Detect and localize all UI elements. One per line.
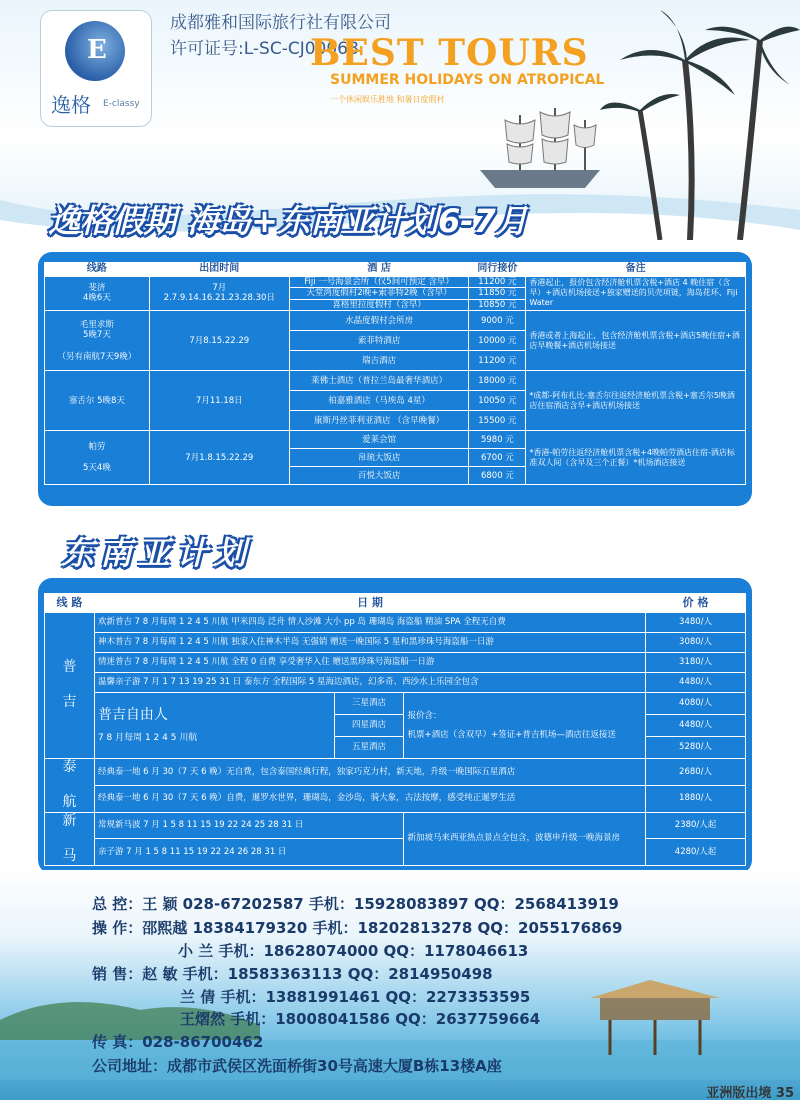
- table-row: [45, 371, 746, 391]
- hotel-cell: 水晶度假村会所房: [289, 311, 469, 331]
- hotel-cell: 瑞吉酒店: [289, 351, 469, 371]
- price-cell: 9000 元: [469, 311, 526, 331]
- hotel-cell: 爱莱会馆: [289, 431, 469, 449]
- dates-mauritius: 7月8.15.22.29: [149, 311, 289, 371]
- table-row: [45, 693, 746, 715]
- trip-desc: 经典泰一地 6 月 30（7 天 6 晚）无自费，包含泰国经典行程，独家巧克力村，新天地，升级一晚国际五星酒店: [94, 759, 645, 786]
- hotel-star: 五星酒店: [334, 737, 404, 759]
- price-cell: 6800 元: [469, 467, 526, 485]
- free-trip-dates: 7 8 月每周 1 2 4 5 川航: [97, 732, 198, 743]
- hotel-cell: 天堂湾度假村2晚+索菲特2晚（含早）: [289, 288, 469, 300]
- free-trip-includes: [404, 693, 646, 759]
- hotel-cell: 柏嘉雅酒店（马埃岛 4星）: [289, 391, 469, 411]
- hotel-cell: 喜格里拉度假村（含早）: [289, 299, 469, 311]
- trip-desc: 欢新普吉 7 8 月每周 1 2 4 5 川航 甲米四岛 泛舟 情人沙滩 大小 pp 岛 珊瑚岛 海盗船 精油 SPA 全程无自费: [94, 613, 645, 633]
- price-cell: 10000 元: [469, 331, 526, 351]
- trip-desc: 亲子游 7 月 1 5 8 11 15 19 22 24 26 28 31 日: [94, 839, 404, 866]
- hotel-cell: Fiji 一号海景会所（仅5间可预定 含早）: [289, 276, 469, 288]
- route-fiji: 斐济 4晚6天: [45, 276, 150, 311]
- hotel-cell: 莱佛士酒店（普拉兰岛最奢华酒店）: [289, 371, 469, 391]
- contact-line-ops2: 小 兰 手机：18628074000 QQ：1178046613: [178, 942, 529, 960]
- southeast-asia-table: [44, 593, 746, 866]
- license-number: 许可证号:L-SC-CJ00068: [170, 39, 359, 59]
- trip-price: 2380/人起: [646, 812, 746, 839]
- price-cell: 6700 元: [469, 449, 526, 467]
- trip-price: 3080/人: [646, 633, 746, 653]
- logo-text: 逸格: [51, 93, 91, 117]
- table-row: [45, 311, 746, 331]
- company-address: 公司地址：成都市武侯区洗面桥街30号高速大厦B栋13楼A座: [92, 1057, 502, 1075]
- col-header-dates: 日 期: [94, 594, 645, 613]
- route-phuket: 普 吉: [45, 613, 95, 759]
- trip-price: 1880/人: [646, 785, 746, 812]
- note-seychelles: *成都-阿布扎比-塞舌尔往返经济舱机票含税+塞舌尔5晚酒店住宿酒店含早+酒店机场接送: [526, 371, 746, 431]
- island-table: [44, 262, 746, 485]
- table-row: [45, 276, 746, 288]
- trip-price: 5280/人: [646, 737, 746, 759]
- col-header-hotel: 酒 店: [289, 263, 469, 277]
- sailing-ship-icon: [460, 100, 620, 200]
- trip-desc: 经典泰一地 6 月 30（7 天 6 晚）自费，暹罗水世界，珊瑚岛，金沙岛，骑大象，古法按摩，感受纯正暹罗生活: [94, 785, 645, 812]
- price-cell: 11850 元: [469, 288, 526, 300]
- route-palau: 帕劳 5天4晚: [45, 431, 150, 485]
- dates-seychelles: 7月11.18日: [149, 371, 289, 431]
- logo: [40, 10, 152, 127]
- hotel-cell: 百悦大饭店: [289, 467, 469, 485]
- trip-price: 3480/人: [646, 613, 746, 633]
- dates-palau: 7月1.8.15.22.29: [149, 431, 289, 485]
- table-row: [45, 673, 746, 693]
- contact-line-general: 总 控：王 颖 028-67202587 手机：15928083897 QQ：2568413919: [92, 895, 619, 913]
- route-seychelles: 塞舌尔 5晚8天: [45, 371, 150, 431]
- table-row: [45, 812, 746, 839]
- col-header-price: 同行接价: [469, 263, 526, 277]
- best-tours-title: BEST TOURS: [310, 32, 589, 74]
- slogan: 一个休闲娱乐胜地 和暑日度假村: [330, 95, 445, 104]
- trip-price: 3180/人: [646, 653, 746, 673]
- contact-line-sales3: 王熠然 手机：18008041586 QQ：2637759664: [180, 1010, 541, 1028]
- table-row: [45, 633, 746, 653]
- hotel-cell: 帛琉大饭店: [289, 449, 469, 467]
- hotel-cell: 康斯丹丝菲利亚酒店 （含早晚餐）: [289, 411, 469, 431]
- palm-trees-icon: [600, 0, 800, 240]
- price-cell: 10850 元: [469, 299, 526, 311]
- table-row: [45, 613, 746, 633]
- price-cell: 10050 元: [469, 391, 526, 411]
- trip-price: 2680/人: [646, 759, 746, 786]
- col-header-note: 备注: [526, 263, 746, 277]
- trip-desc: 神木普吉 7 8 月每周 1 2 4 5 川航 独家入住神木半岛 无强销 赠送一晚国际 5 星和黑珍珠号海盗船一日游: [94, 633, 645, 653]
- trip-price: 4080/人: [646, 693, 746, 715]
- col-header-price: 价 格: [646, 594, 746, 613]
- price-cell: 11200 元: [469, 351, 526, 371]
- table-row: [45, 759, 746, 786]
- col-header-route: 线 路: [45, 594, 95, 613]
- route-xinma: 新 马: [45, 812, 95, 866]
- free-trip-title: 普吉自由人: [97, 707, 168, 724]
- logo-subtext: E-classy: [103, 99, 140, 109]
- table-row: [45, 653, 746, 673]
- route-mauritius: 毛里求斯 5晚7天 （另有南航7天9晚）: [45, 311, 150, 371]
- price-cell: 15500 元: [469, 411, 526, 431]
- logo-moon-icon: E: [65, 21, 125, 81]
- free-trip-cell: [94, 693, 334, 759]
- table-row: [45, 431, 746, 449]
- trip-desc: 情迷普吉 7 8 月每周 1 2 4 5 川航 全程 0 自费 享受奢华入住 赠送黑珍珠号海盗船一日游: [94, 653, 645, 673]
- trip-desc: 常规新马波 7 月 1 5 8 11 15 19 22 24 25 28 31 日: [94, 812, 404, 839]
- xinma-note: 新加坡马来西亚热点景点全包含，波德申升级一晚海景房: [404, 812, 646, 866]
- hotel-cell: 索菲特酒店: [289, 331, 469, 351]
- trip-desc: 温馨亲子游 7 月 1 7 13 19 25 31 日 泰东方 全程国际 5 星海边酒店，幻多奇、西沙水上乐园全包含: [94, 673, 645, 693]
- contact-line-sales: 销 售：赵 敏 手机：18583363113 QQ：2814950498: [92, 965, 493, 983]
- trip-price: 4480/人: [646, 715, 746, 737]
- note-mauritius: 香港或者上海起止，包含经济舱机票含税+酒店5晚住宿+酒店早晚餐+酒店机场接送: [526, 311, 746, 371]
- col-header-dates: 出团时间: [149, 263, 289, 277]
- includes-label: 报价含：: [407, 710, 442, 721]
- contact-line-fax: 传 真：028-86700462: [92, 1033, 264, 1051]
- price-cell: 5980 元: [469, 431, 526, 449]
- price-cell: 18000 元: [469, 371, 526, 391]
- section2-title: 东南亚计划: [62, 534, 253, 572]
- summer-subtitle: SUMMER HOLIDAYS ON ATROPICAL: [330, 72, 605, 88]
- trip-price: 4280/人起: [646, 839, 746, 866]
- company-name: 成都雅和国际旅行社有限公司: [170, 13, 391, 33]
- col-header-route: 线路: [45, 263, 150, 277]
- page-number: 亚洲版出境 35: [706, 1086, 794, 1101]
- dates-fiji: 7月 2.7.9.14.16.21.23.28.30日: [149, 276, 289, 311]
- trip-price: 4480/人: [646, 673, 746, 693]
- section1-title: 逸格假期 海岛+东南亚计划6-7月: [48, 202, 528, 240]
- route-thai: 泰 航: [45, 759, 95, 813]
- note-palau: *香港-帕劳往返经济舱机票含税+4晚帕劳酒店住宿-酒店标准双人间（含早及三个正餐）*机场酒店接送: [526, 431, 746, 485]
- note-fiji: 香港起止，报价包含经济舱机票含税+酒店 4 晚住宿（含早）+酒店机场接送+独家赠送的贝壳项链，海岛花环、Fiji Water: [526, 276, 746, 311]
- hotel-star: 四星酒店: [334, 715, 404, 737]
- includes-text: 机票+酒店（含双早）+签证+普吉机场—酒店往返接送: [407, 729, 616, 740]
- hotel-star: 三星酒店: [334, 693, 404, 715]
- contact-line-operations: 操 作：邵熙越 18384179320 手机：18202813278 QQ：2055176869: [92, 919, 623, 937]
- table-header-row: [45, 594, 746, 613]
- table-row: [45, 785, 746, 812]
- table-header-row: [45, 263, 746, 277]
- contact-line-sales2: 兰 倩 手机：13881991461 QQ：2273353595: [180, 988, 531, 1006]
- price-cell: 11200 元: [469, 276, 526, 288]
